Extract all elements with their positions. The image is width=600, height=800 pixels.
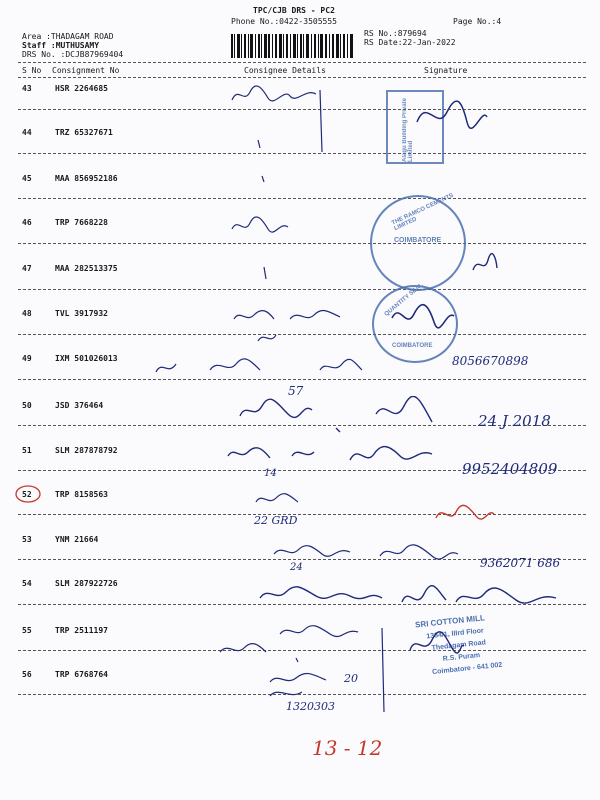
phone-number: Phone No.:0422-3505555 [231, 17, 337, 26]
row-consignment: SLM 287878792 [55, 446, 118, 455]
report-title: TPC/CJB DRS - PC2 [253, 6, 335, 15]
handwriting-no2-row56: 1320303 [286, 700, 335, 713]
handwriting-no-row51: 14 [264, 468, 277, 479]
handwriting-row51 [222, 440, 482, 480]
table-row [0, 579, 600, 588]
rs-number: RS No.:879694 [364, 29, 427, 38]
row-sno: 49 [22, 354, 32, 363]
row-consignment: TVL 3917932 [55, 309, 108, 318]
ramco-stamp-top: THE RAMCO CEMENTS LIMITED [390, 192, 455, 233]
handwriting-row46-47 [228, 215, 308, 285]
header-rule-bottom [18, 77, 586, 78]
handwriting-phone-row49: 8056670898 [452, 354, 529, 368]
handwriting-row50 [236, 396, 476, 436]
col-header-consignee: Consignee Details [244, 66, 326, 75]
handwriting-no-row56: 20 [344, 672, 358, 685]
handwriting-row48 [228, 305, 378, 350]
row-consignment: MAA 856952186 [55, 174, 118, 183]
row-sno: 45 [22, 174, 32, 183]
row-consignment: TRP 8158563 [55, 490, 108, 499]
company-rect-stamp-text: Alagu Building Private Limited [402, 97, 414, 162]
row-consignment: TRP 7668228 [55, 218, 108, 227]
table-row [0, 535, 600, 544]
handwriting-date-row50: 24 J 2018 [478, 412, 551, 430]
row-sno: 51 [22, 446, 32, 455]
row-consignment: TRZ 65327671 [55, 128, 113, 137]
cotton-stamp-line3: R.S. Puram [442, 651, 481, 663]
rs-date: RS Date:22-Jan-2022 [364, 38, 456, 47]
handwriting-no-row49: 57 [288, 384, 304, 398]
ramco-cement-stamp [370, 192, 466, 291]
row-sno: 52 [22, 490, 32, 499]
quantity-seal-text: QUANTITY SEAL [383, 282, 425, 318]
row-consignment: HSR 2264685 [55, 84, 108, 93]
col-header-sno: S No [22, 66, 42, 75]
row-sno: 50 [22, 401, 32, 410]
staff-label: Staff :MUTHUSAMY [22, 41, 100, 50]
row-sno: 56 [22, 670, 32, 679]
cotton-stamp-line1: 1334/1, IIIrd Floor [426, 627, 485, 641]
cotton-stamp-title: SRI COTTON MILL [414, 613, 486, 630]
row-divider [18, 198, 586, 199]
row-divider [18, 514, 586, 515]
signature-row43 [412, 92, 492, 142]
row-sno: 47 [22, 264, 32, 273]
row-sno: 46 [22, 218, 32, 227]
quantity-seal-city: COIMBATORE [392, 343, 433, 349]
row-consignment: TRP 6768764 [55, 670, 108, 679]
row-sno: 54 [22, 579, 32, 588]
handwriting-row52 [252, 490, 312, 510]
row-sno: 43 [22, 84, 32, 93]
cotton-stamp-line2: Thedagam Road [431, 639, 487, 652]
row-sno: 44 [22, 128, 32, 137]
signature-row48 [388, 296, 458, 336]
handwriting-no-row53: 24 [290, 562, 303, 573]
handwriting-phone-row53: 9362071 686 [480, 556, 561, 570]
ramco-stamp-city: COIMBATORE [394, 237, 442, 244]
signature-row55 [406, 628, 466, 662]
handwriting-row43-45 [228, 82, 338, 182]
red-initials-row52 [430, 500, 500, 530]
row-consignment: JSD 376464 [55, 401, 104, 410]
handwriting-row49 [150, 352, 390, 392]
row-consignment: SLM 287922726 [55, 579, 118, 588]
row-sno: 48 [22, 309, 32, 318]
row-consignment: YNM 21664 [55, 535, 99, 544]
col-header-consignment: Consignment No [52, 66, 120, 75]
page-number: Page No.:4 [453, 17, 502, 26]
red-circle-mark [14, 484, 44, 504]
drs-number: DRS No. :DCJB87969404 [22, 50, 124, 59]
handwriting-row53 [270, 540, 490, 570]
handwriting-grd-row52: 22 GRD [254, 514, 298, 527]
row-divider [18, 289, 586, 290]
handwriting-phone-row51: 9952404809 [462, 460, 558, 478]
row-consignment: IXM 501026013 [55, 354, 118, 363]
row-consignment: TRP 2511197 [55, 626, 108, 635]
row-sno: 53 [22, 535, 32, 544]
handwriting-row54 [256, 582, 586, 622]
col-header-signature: Signature [424, 66, 468, 75]
cotton-stamp-line4: Coimbatore - 641 002 [431, 661, 503, 677]
header-rule-top [18, 62, 586, 63]
barcode [231, 34, 353, 58]
footer-red-note: 13 - 12 [312, 736, 383, 760]
signature-row47 [470, 250, 500, 280]
row-consignment: MAA 282513375 [55, 264, 118, 273]
row-sno: 55 [22, 626, 32, 635]
area-label: Area :THADAGAM ROAD [22, 32, 114, 41]
